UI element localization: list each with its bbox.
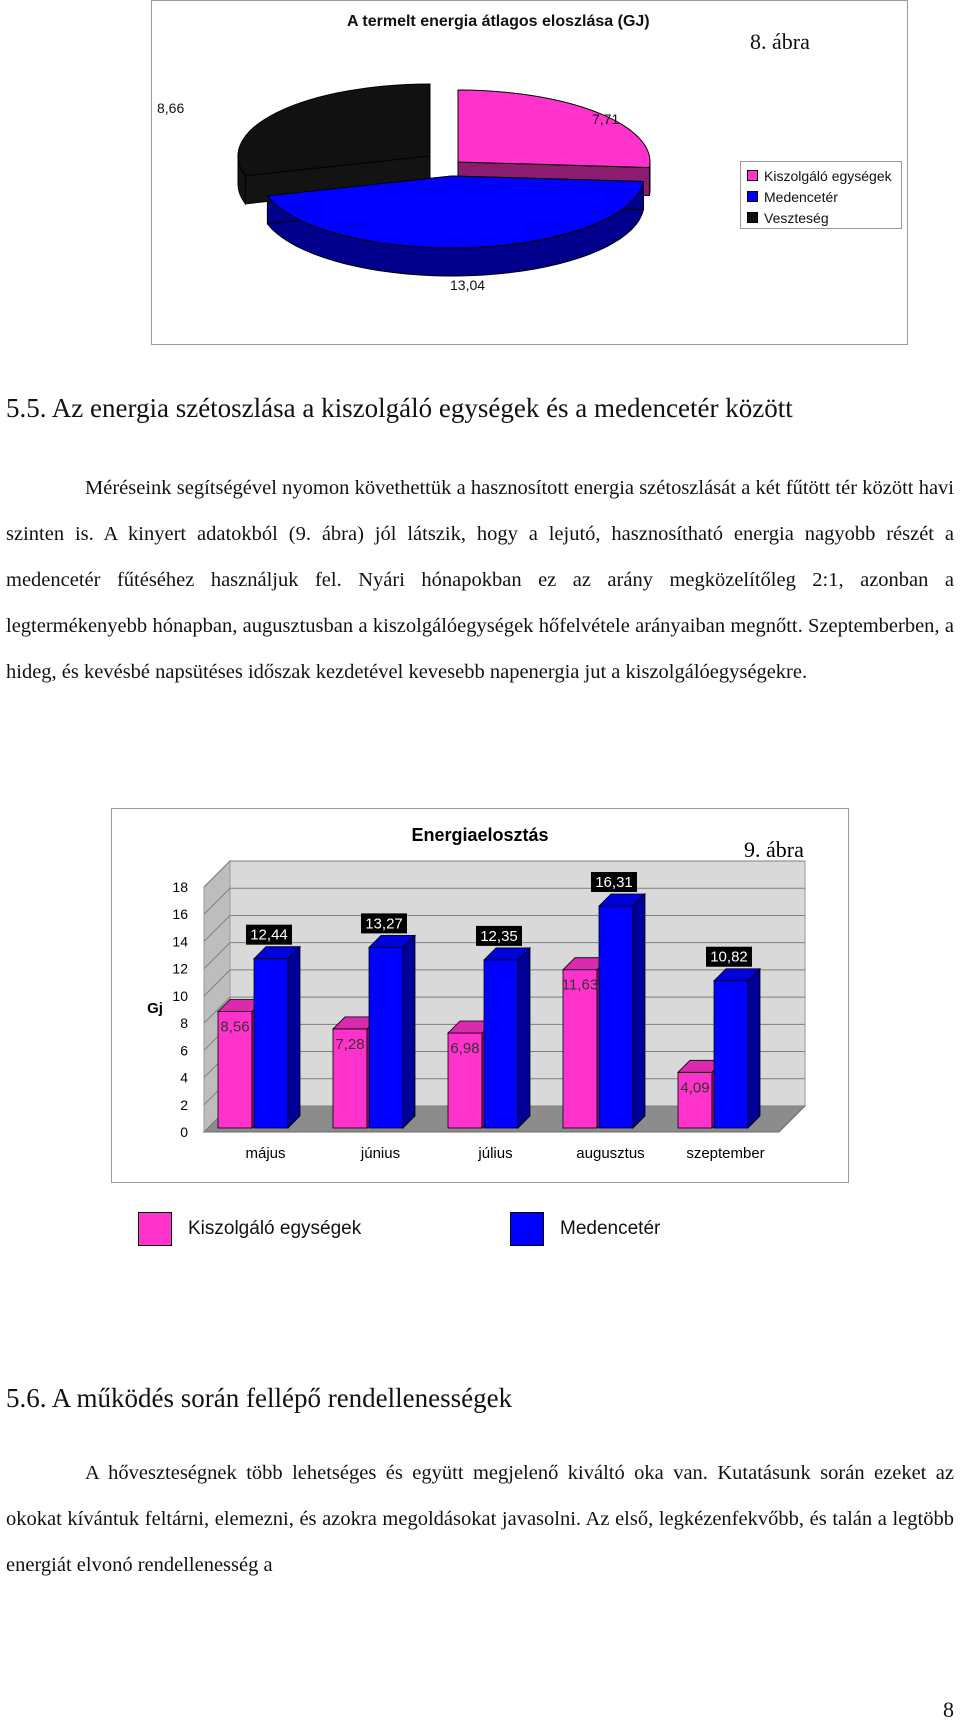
bar-side: [403, 935, 415, 1128]
legend-swatch: [747, 212, 758, 223]
legend-swatch: [138, 1212, 172, 1246]
y-tick-label: 2: [180, 1096, 188, 1113]
x-tick-label: augusztus: [576, 1145, 645, 1162]
y-tick-label: 12: [172, 960, 188, 977]
legend-label: Medencetér: [560, 1218, 661, 1239]
data-label: 13,27: [365, 915, 403, 933]
y-tick-label: 8: [180, 1015, 188, 1032]
section-5-5-paragraph: Méréseink segítségével nyomon követhettük a hasznosított energia szétoszlását a két fűtött tér között havi szinten is. A kinyert adatokból (9. ábra) jól látszik, hogy a lejutó, hasznosítható energia nagyobb részét a medencetér fűtéséhez használjuk fel. Nyári hónapokban ez az arány megközelítőleg 2:1, azonban a legtermékenyebb hónapban, augusztusban a kiszolgálóegységek hőfelvétele arányaiban megnőtt. Szeptemberben, a hideg, és kevésbé napsütéses időszak kezdetével kevesebb napenergia jut a kiszolgálóegységekre.: [6, 477, 954, 683]
data-label: 7,28: [335, 1035, 365, 1053]
legend-item: [747, 165, 895, 186]
y-tick-label: 6: [180, 1042, 188, 1059]
bar-side: [288, 947, 300, 1128]
pie-value-label-kiszolgalo: 7,71: [592, 111, 620, 127]
y-tick-label: 16: [172, 906, 188, 923]
x-tick-label: szeptember: [686, 1145, 765, 1162]
x-tick-label: május: [245, 1145, 286, 1162]
data-label: 10,82: [710, 948, 748, 966]
pie-chart-title: A termelt energia átlagos eloszlása (GJ): [347, 13, 650, 30]
section-5-5-heading: 5.5. Az energia szétoszlása a kiszolgáló egységek és a medencetér között: [6, 393, 793, 423]
legend-label: Kiszolgáló egységek: [764, 167, 892, 184]
pie-value-label-medencet: 13,04: [450, 277, 486, 293]
y-tick-label: 0: [180, 1124, 188, 1140]
y-tick-label: 18: [172, 879, 188, 895]
legend-item: [510, 1212, 660, 1246]
section-5-6-heading: 5.6. A működés során fellépő rendellenességek: [6, 1383, 513, 1413]
data-label: 6,98: [450, 1039, 480, 1057]
x-tick-label: július: [478, 1145, 513, 1162]
data-label: 12,35: [480, 927, 518, 945]
y-axis-label: Gj: [147, 1000, 163, 1017]
bar-medencet: [254, 959, 288, 1128]
legend-label: Veszteség: [764, 209, 829, 226]
bar-medencet: [369, 947, 403, 1128]
bar-side: [518, 948, 530, 1128]
legend-item: [747, 207, 895, 228]
y-tick-label: 10: [172, 987, 188, 1004]
figure-8-label: 8. ábra: [750, 29, 810, 54]
page-number: 8: [943, 1697, 954, 1722]
data-label: 16,31: [595, 874, 633, 892]
data-label: 11,63: [561, 976, 599, 994]
bar-chart-legend: [138, 1212, 698, 1250]
legend-label: Medencetér: [764, 188, 838, 205]
y-tick-label: 14: [172, 933, 188, 950]
legend-swatch: [747, 170, 758, 181]
legend-swatch: [747, 191, 758, 202]
data-label: 12,44: [250, 926, 288, 944]
bar-medencet: [484, 960, 518, 1128]
pie-slice-kiszolgalo: [458, 90, 650, 167]
chart-title: Energiaelosztás: [411, 825, 549, 845]
y-tick-label: 4: [180, 1069, 188, 1086]
legend-label: Kiszolgáló egységek: [188, 1218, 362, 1239]
bar-side: [633, 894, 645, 1128]
figure-9-label: 9. ábra: [744, 837, 804, 862]
bar-medencet: [714, 981, 748, 1128]
data-label: 8,56: [220, 1018, 250, 1036]
pie-legend: [740, 161, 902, 229]
figure-9-bar-chart: [111, 808, 849, 1183]
pie-value-label-veszteseg: 8,66: [157, 100, 185, 116]
bar-chart-canvas: [112, 809, 850, 1184]
legend-swatch: [510, 1212, 544, 1246]
figure-8-pie-chart: [151, 0, 908, 345]
legend-item: [747, 186, 895, 207]
bar-side: [748, 969, 760, 1128]
x-tick-label: június: [360, 1145, 401, 1162]
section-5-6-paragraph: A hőveszteségnek több lehetséges és együtt megjelenő kiváltó oka van. Kutatásunk során ezeket az okokat kívántuk feltárni, elemezni, és azokra megoldásokat javasolni. Az első, legkézenfekvőbb, és talán a legtöbb energiát elvonó rendellenesség a: [6, 1462, 954, 1576]
bar-medencet: [599, 906, 633, 1128]
legend-item: [138, 1212, 361, 1246]
data-label: 4,09: [680, 1079, 710, 1097]
